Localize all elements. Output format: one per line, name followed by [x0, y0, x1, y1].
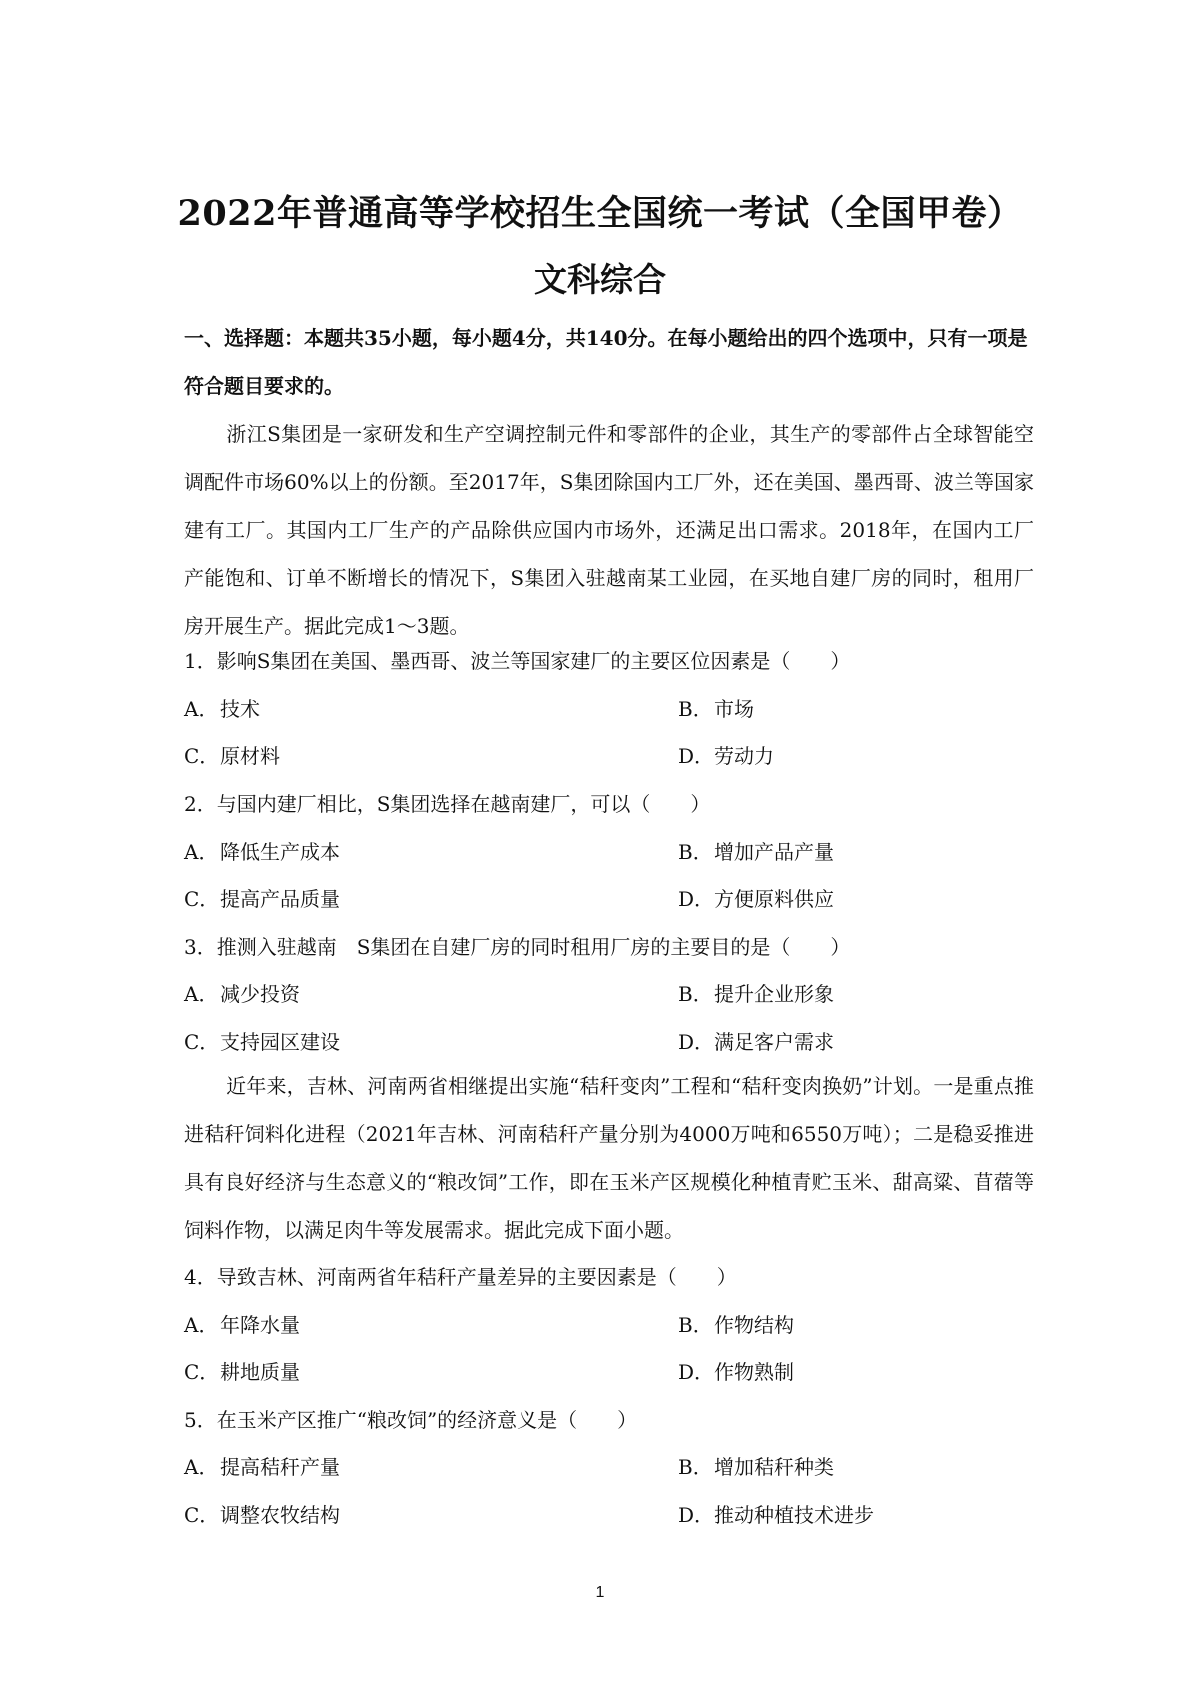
- question-3-option-b: B．提升企业形象: [678, 982, 834, 1006]
- passage-1: [184, 410, 1034, 650]
- question-5-option-d: D．推动种植技术进步: [678, 1503, 874, 1527]
- question-3-option-a: A．减少投资: [184, 982, 300, 1006]
- question-4-stem: 4．导致吉林、河南两省年秸秆产量差异的主要因素是（ ）: [184, 1265, 737, 1289]
- section-heading: 一、选择题：本题共35小题，每小题4分，共140分。在每小题给出的四个选项中，只有一项是符合题目要求的。: [184, 326, 1028, 398]
- exam-title: 2022年普通高等学校招生全国统一考试（全国甲卷）: [177, 193, 1023, 234]
- question-5-option-b: B．增加秸秆种类: [678, 1455, 834, 1479]
- question-5-option-a: A．提高秸秆产量: [184, 1455, 340, 1479]
- question-2-option-a: A．降低生产成本: [184, 840, 340, 864]
- question-1-option-b: B．市场: [678, 697, 754, 721]
- passage-2: [184, 1062, 1034, 1254]
- question-2-option-d: D．方便原料供应: [678, 887, 834, 911]
- question-3-option-d: D．满足客户需求: [678, 1030, 834, 1054]
- question-2-stem: 2．与国内建厂相比，S集团选择在越南建厂，可以（ ）: [184, 792, 711, 816]
- passage-1-text: 浙江S集团是一家研发和生产空调控制元件和零部件的企业，其生产的零部件占全球智能空调配件市场60%以上的份额。至2017年，S集团除国内工厂外，还在美国、墨西哥、波兰等国家建有工厂。其国内工厂生产的产品除供应国内市场外，还满足出口需求。2018年，在国内工厂产能饱和、订单不断增长的情况下，S集团入驻越南某工业园，在买地自建厂房的同时，租用厂房开展生产。据此完成1～3题。: [184, 422, 1034, 638]
- page-number: 1: [595, 1584, 605, 1601]
- question-4-option-b: B．作物结构: [678, 1313, 794, 1337]
- question-3-option-c: C．支持园区建设: [184, 1030, 340, 1054]
- question-1-stem: 1．影响S集团在美国、墨西哥、波兰等国家建厂的主要区位因素是（ ）: [184, 649, 851, 673]
- question-5-stem: 5．在玉米产区推广“粮改饲”的经济意义是（ ）: [184, 1408, 638, 1432]
- passage-2-text: 近年来，吉林、河南两省相继提出实施“秸秆变肉”工程和“秸秆变肉换奶”计划。一是重点推进秸秆饲料化进程（2021年吉林、河南秸秆产量分别为4000万吨和6550万吨）；二是稳妥推进具有良好经济与生态意义的“粮改饲”工作，即在玉米产区规模化种植青贮玉米、甜高粱、苜蓿等饲料作物，以满足肉牛等发展需求。据此完成下面小题。: [184, 1074, 1034, 1242]
- question-4-option-a: A．年降水量: [184, 1313, 300, 1337]
- question-2-option-c: C．提高产品质量: [184, 887, 340, 911]
- question-1-option-a: A．技术: [184, 697, 260, 721]
- question-3-stem: 3．推测入驻越南 S集团在自建厂房的同时租用厂房的主要目的是（ ）: [184, 935, 851, 959]
- question-4-option-c: C．耕地质量: [184, 1360, 300, 1384]
- question-2-option-b: B．增加产品产量: [678, 840, 834, 864]
- question-1-option-c: C．原材料: [184, 744, 280, 768]
- question-1-option-d: D．劳动力: [678, 744, 774, 768]
- exam-subtitle: 文科综合: [534, 260, 666, 299]
- question-5-option-c: C．调整农牧结构: [184, 1503, 340, 1527]
- question-4-option-d: D．作物熟制: [678, 1360, 794, 1384]
